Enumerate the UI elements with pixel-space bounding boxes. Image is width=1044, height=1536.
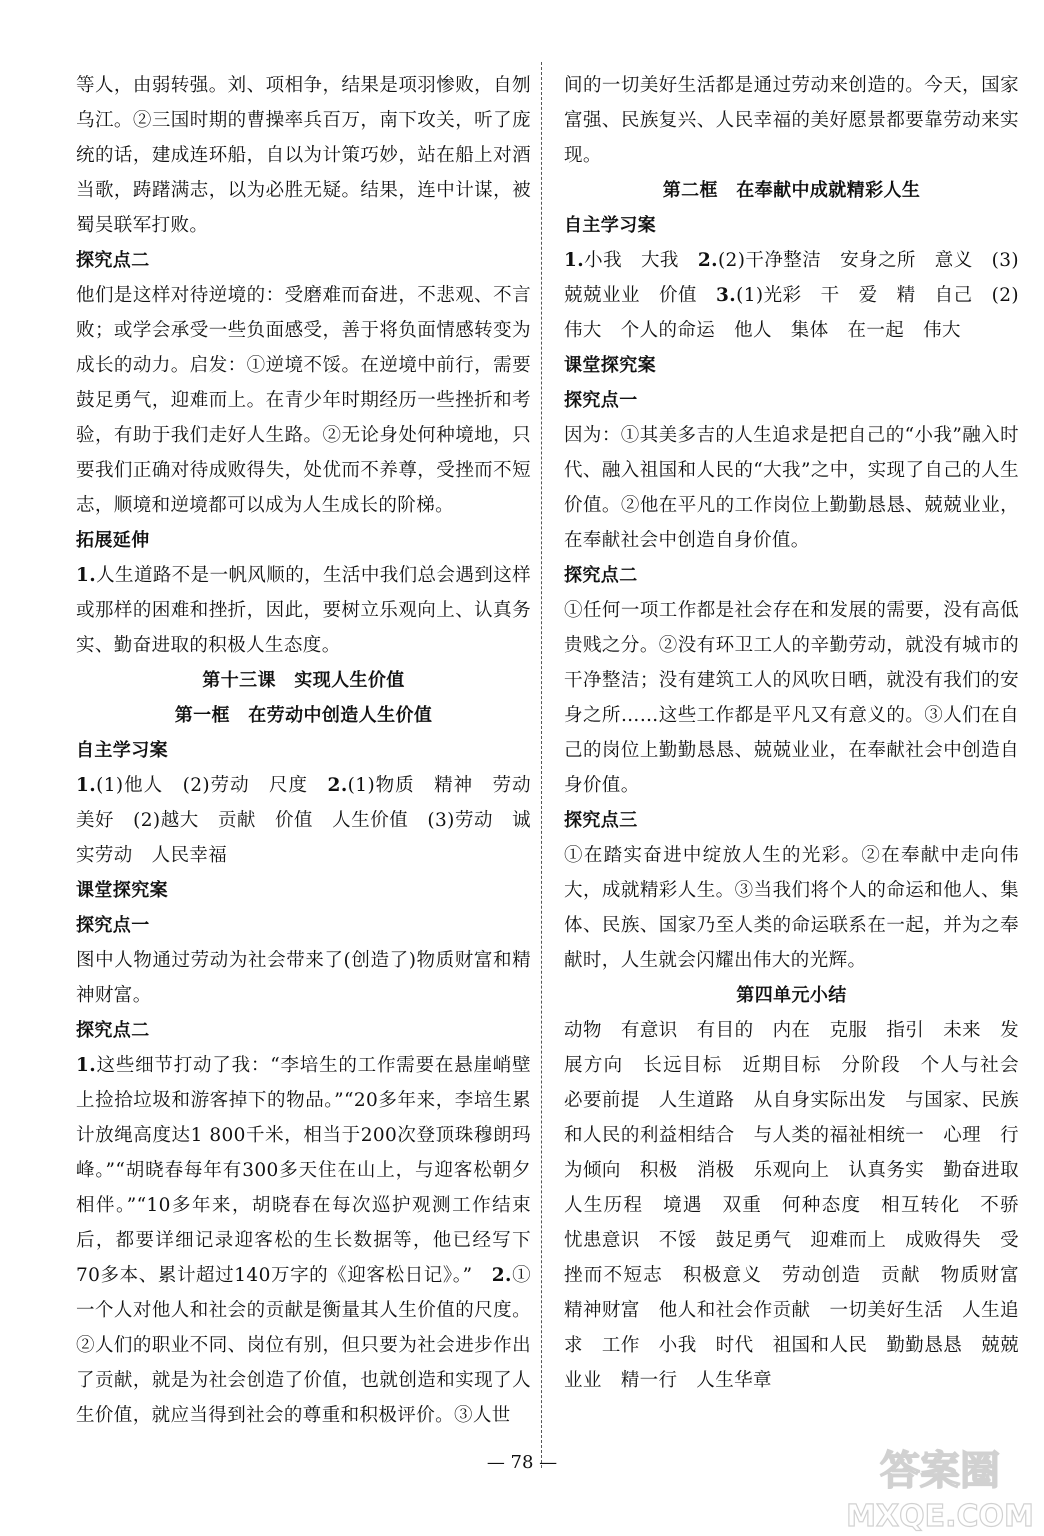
summary-title: 第四单元小结 xyxy=(736,985,847,1006)
section-heading: 探究点二 xyxy=(76,1020,150,1041)
paragraph: 图中人物通过劳动为社会带来了(创造了)物质财富和精神财富。 xyxy=(76,950,531,1006)
item-number: 2. xyxy=(491,1265,512,1286)
item-text: (1)他人 (2)劳动 尺度 xyxy=(96,775,328,796)
paragraph xyxy=(76,558,531,663)
section-heading: 探究点二 xyxy=(76,250,150,271)
section-heading: 课堂探究案 xyxy=(76,880,168,901)
paragraph: ①在踏实奋进中绽放人生的光彩。②在奉献中走向伟大，成就精彩人生。③当我们将个人的命运和他人、集体、民族、国家乃至人类的命运联系在一起，并为之奉献时，人生就会闪耀出伟大的光辉。 xyxy=(564,845,1019,971)
watermark-text-cn: 答案圈 xyxy=(880,1448,1000,1494)
section-heading: 探究点一 xyxy=(564,390,638,411)
keyword-list: 动物 有意识 有目的 内在 克服 指引 未来 发展方向 长远目标 近期目标 分阶段 个人与社会 必要前提 人生道路 从自身实际出发 与国家、民族和人民的利益相结合 与人类的福祉相统一 心理 行为倾向 积极 消极 乐观向上 认真务实 勤奋进取 人生历程 境遇 双重 何种态度 相互转化 不骄 忧患意识 不馁 鼓足勇气 迎难而上 成败得失 受挫而不短志 积极意义 劳动创造 贡献 物质财富 精神财富 他人和社会作贡献 一切美好生活 人生追求 工作 小我 时代 祖国和人民 勤勤恳恳 兢兢业业 精一行 人生华章 xyxy=(564,1020,1038,1391)
paragraph xyxy=(76,768,550,873)
paragraph xyxy=(564,243,1019,348)
paragraph: 他们是这样对待逆境的：受磨难而奋进，不悲观、不言败；或学会承受一些负面感受，善于将负面情感转变为成长的动力。启发：①逆境不馁。在逆境中前行，需要鼓足勇气，迎难而上。在青少年时期经历一些挫折和考验，有助于我们走好人生路。②无论身处何种境地，只要我们正确对待成败得失，处优而不养尊，受挫而不短志，顺境和逆境都可以成为人生成长的阶梯。 xyxy=(76,285,531,516)
section-heading: 自主学习案 xyxy=(76,740,168,761)
frame-title: 第二框 在奉献中成就精彩人生 xyxy=(662,180,921,201)
section-heading: 课堂探究案 xyxy=(564,355,656,376)
item-number: 1. xyxy=(76,565,97,586)
watermark-logo xyxy=(840,1440,1040,1536)
section-heading: 自主学习案 xyxy=(564,215,656,236)
item-text: 人生道路不是一帆风顺的，生活中我们总会遇到这样或那样的困难和挫折，因此，要树立乐观向上、认真务实、勤奋进取的积极人生态度。 xyxy=(76,565,531,656)
item-number: 1. xyxy=(76,1055,97,1076)
watermark-text-en: MXQE.COM xyxy=(846,1499,1034,1534)
item-text: 这些细节打动了我：“李培生的工作需要在悬崖峭壁上捡拾垃圾和游客掉下的物品。”“20多年来，李培生累计放绳高度达1 800千米，相当于200次登顶珠穆朗玛峰。”“胡晓春每年有300多天住在山上，与迎客松朝夕相伴。”“10多年来，胡晓春在每次巡护观测工作结束后，都要详细记录迎客松的生长数据等，他已经写下70多本、累计超过140万字的《迎客松日记》。” xyxy=(76,1055,531,1286)
paragraph: 因为：①其美多吉的人生追求是把自己的“小我”融入时代、融入祖国和人民的“大我”之中，实现了自己的人生价值。②他在平凡的工作岗位上勤勤恳恳、兢兢业业，在奉献社会中创造自身价值。 xyxy=(564,425,1019,551)
paragraph xyxy=(76,1048,531,1433)
paragraph: 间的一切美好生活都是通过劳动来创造的。今天，国家富强、民族复兴、人民幸福的美好愿景都要靠劳动来实现。 xyxy=(564,75,1019,166)
item-text: (2)干净整洁 安身之所 意义 (3)兢兢业业 价值 xyxy=(564,250,1020,306)
item-text: 小我 大我 xyxy=(584,250,698,271)
page-number: — 78 — xyxy=(486,1452,558,1473)
left-column xyxy=(76,68,550,1433)
item-number: 3. xyxy=(715,285,737,306)
item-text: (1)物质 精神 劳动 美好 (2)越大 贡献 价值 人生价值 (3)劳动 诚实劳动 人民幸福 xyxy=(76,775,550,866)
paragraph: ①任何一项工作都是社会存在和发展的需要，没有高低贵贱之分。②没有环卫工人的辛勤劳动，就没有城市的干净整洁；没有建筑工人的风吹日晒，就没有我们的安身之所……这些工作都是平凡又有意义的。③人们在自己的岗位上勤勤恳恳、兢兢业业，在奉献社会中创造自身价值。 xyxy=(564,600,1019,796)
item-number: 2. xyxy=(327,775,348,796)
column-divider xyxy=(541,62,542,1468)
lesson-title: 第十三课 实现人生价值 xyxy=(202,670,405,691)
frame-title: 第一框 在劳动中创造人生价值 xyxy=(174,705,433,726)
section-heading: 探究点二 xyxy=(564,565,638,586)
item-number: 1. xyxy=(76,775,97,796)
section-heading: 探究点一 xyxy=(76,915,150,936)
item-number: 1. xyxy=(564,250,585,271)
paragraph: 等人，由弱转强。刘、项相争，结果是项羽惨败，自刎乌江。②三国时期的曹操率兵百万，南下攻关，听了庞统的话，建成连环船，自以为计策巧妙，站在船上对酒当歌，踌躇满志，以为必胜无疑。结果，连中计谋，被蜀吴联军打败。 xyxy=(76,75,531,236)
item-number: 2. xyxy=(697,250,718,271)
section-heading: 探究点三 xyxy=(564,810,638,831)
item-text: (1)光彩 干 爱 精 自己 (2)伟大 个人的命运 他人 集体 在一起 伟大 xyxy=(564,285,1019,341)
right-column xyxy=(564,68,1038,1398)
section-heading: 拓展延伸 xyxy=(76,530,150,551)
item-text: ①一个人对他人和社会的贡献是衡量其人生价值的尺度。②人们的职业不同、岗位有别，但只要为社会进步作出了贡献，就是为社会创造了价值，也就创造和实现了人生价值，就应当得到社会的尊重和积极评价。③人世 xyxy=(76,1265,531,1426)
